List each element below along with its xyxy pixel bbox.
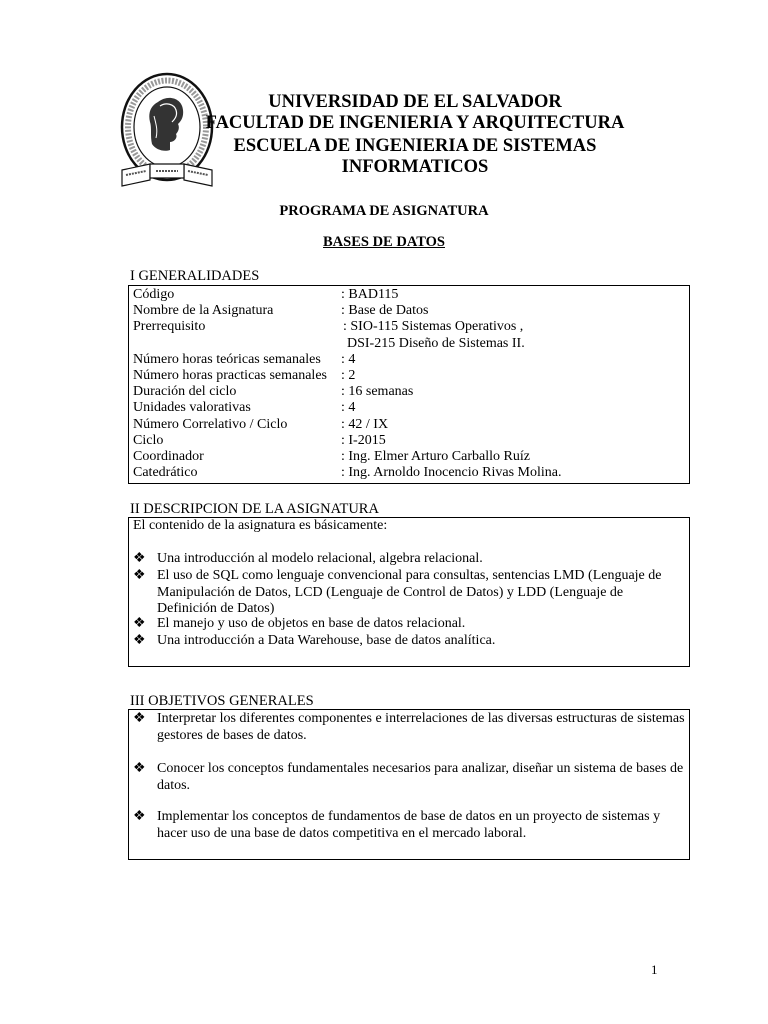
generalidades-row bbox=[133, 368, 685, 384]
descripcion-bullet-text: Una introducción a Data Warehouse, base de datos analítica. bbox=[157, 633, 496, 648]
school-name-line2: INFORMATICOS bbox=[341, 157, 489, 177]
objetivos-bullet-item bbox=[133, 809, 685, 842]
descripcion-bullet-text: El uso de SQL como lenguaje convencional para consultas, sentencias LMD (Lenguaje de Manipulación de Datos, LCD (Lenguaje de Control de Datos) y LDD (Lenguaje de Definición de Datos) bbox=[157, 568, 662, 616]
generalidades-row bbox=[133, 303, 685, 319]
descripcion-bullet-text: El manejo y uso de objetos en base de datos relacional. bbox=[157, 616, 466, 631]
objetivos-box bbox=[128, 709, 690, 860]
generalidades-label: Catedrático bbox=[133, 465, 198, 481]
course-title-text: BASES DE DATOS bbox=[323, 234, 445, 250]
generalidades-row bbox=[133, 400, 685, 416]
section-generalidades-heading: I GENERALIDADES bbox=[130, 268, 260, 284]
generalidades-row bbox=[133, 319, 685, 335]
generalidades-value: : Base de Datos bbox=[341, 303, 429, 319]
generalidades-row bbox=[133, 465, 685, 481]
descripcion-bullet-item bbox=[133, 568, 685, 618]
school-name-line1: ESCUELA DE INGENIERIA DE SISTEMAS bbox=[233, 136, 597, 156]
generalidades-label: Unidades valorativas bbox=[133, 400, 251, 416]
descripcion-box bbox=[128, 517, 690, 667]
objetivos-bullet-text: Implementar los conceptos de fundamentos de base de datos en un proyecto de sistemas y hacer uso de una base de datos competitiva en el mercado laboral. bbox=[157, 809, 661, 841]
section-descripcion-heading: II DESCRIPCION DE LA ASIGNATURA bbox=[130, 501, 379, 517]
generalidades-value: : 16 semanas bbox=[341, 384, 414, 400]
generalidades-row bbox=[133, 433, 685, 449]
descripcion-bullet-item bbox=[133, 633, 685, 650]
generalidades-row bbox=[133, 449, 685, 465]
generalidades-label: Ciclo bbox=[133, 432, 164, 448]
descripcion-intro: El contenido de la asignatura es básicamente: bbox=[133, 518, 388, 533]
generalidades-label: Número horas teóricas semanales bbox=[133, 351, 321, 367]
bullet-diamond-icon: ❖ bbox=[133, 809, 146, 824]
objetivos-bullet-text: Interpretar los diferentes componentes e interrelaciones de las diversas estructuras de sistemas gestores de bases de datos. bbox=[157, 711, 685, 743]
bullet-diamond-icon: ❖ bbox=[133, 616, 146, 631]
generalidades-row bbox=[133, 336, 685, 352]
objetivos-bullet-text: Conocer los conceptos fundamentales necesarios para analizar, diseñar un sistema de bases de datos. bbox=[157, 761, 684, 793]
bullet-diamond-icon: ❖ bbox=[133, 761, 146, 776]
generalidades-value: : BAD115 bbox=[341, 287, 399, 302]
bullet-diamond-icon: ❖ bbox=[133, 711, 146, 726]
page-number: 1 bbox=[651, 962, 658, 977]
faculty-name: FACULTAD DE INGENIERIA Y ARQUITECTURA bbox=[205, 113, 625, 133]
generalidades-row bbox=[133, 287, 685, 303]
course-title bbox=[0, 234, 768, 251]
generalidades-value: : SIO-115 Sistemas Operativos , bbox=[343, 319, 524, 335]
generalidades-value: : 4 bbox=[341, 400, 356, 416]
generalidades-row bbox=[133, 352, 685, 368]
generalidades-value: : 2 bbox=[341, 368, 356, 383]
descripcion-bullet-item bbox=[133, 616, 685, 633]
generalidades-value: : Ing. Arnoldo Inocencio Rivas Molina. bbox=[341, 465, 562, 481]
descripcion-bullet-item bbox=[133, 551, 685, 568]
program-title: PROGRAMA DE ASIGNATURA bbox=[279, 203, 489, 219]
generalidades-label: Código bbox=[133, 287, 175, 302]
generalidades-value: : I-2015 bbox=[341, 432, 386, 448]
generalidades-label: Duración del ciclo bbox=[133, 384, 237, 400]
generalidades-box bbox=[128, 285, 690, 484]
bullet-diamond-icon: ❖ bbox=[133, 551, 146, 566]
generalidades-label: Coordinador bbox=[133, 449, 204, 464]
generalidades-label: Número Correlativo / Ciclo bbox=[133, 416, 288, 432]
generalidades-row bbox=[133, 417, 685, 433]
descripcion-bullet-text: Una introducción al modelo relacional, algebra relacional. bbox=[157, 551, 483, 566]
university-name: UNIVERSIDAD DE EL SALVADOR bbox=[268, 92, 562, 112]
generalidades-label: Nombre de la Asignatura bbox=[133, 303, 274, 319]
section-objetivos-heading: III OBJETIVOS GENERALES bbox=[130, 693, 314, 709]
generalidades-label: Prerrequisito bbox=[133, 319, 206, 335]
generalidades-value: : 4 bbox=[341, 351, 356, 367]
generalidades-label: Número horas practicas semanales bbox=[133, 368, 327, 383]
objetivos-bullet-item bbox=[133, 711, 685, 744]
bullet-diamond-icon: ❖ bbox=[133, 633, 146, 648]
bullet-diamond-icon: ❖ bbox=[133, 568, 146, 583]
objetivos-bullet-item bbox=[133, 761, 685, 794]
generalidades-value: : 42 / IX bbox=[341, 416, 389, 432]
generalidades-value: DSI-215 Diseño de Sistemas II. bbox=[347, 335, 525, 351]
generalidades-value: : Ing. Elmer Arturo Carballo Ruíz bbox=[341, 449, 530, 464]
generalidades-row bbox=[133, 384, 685, 400]
